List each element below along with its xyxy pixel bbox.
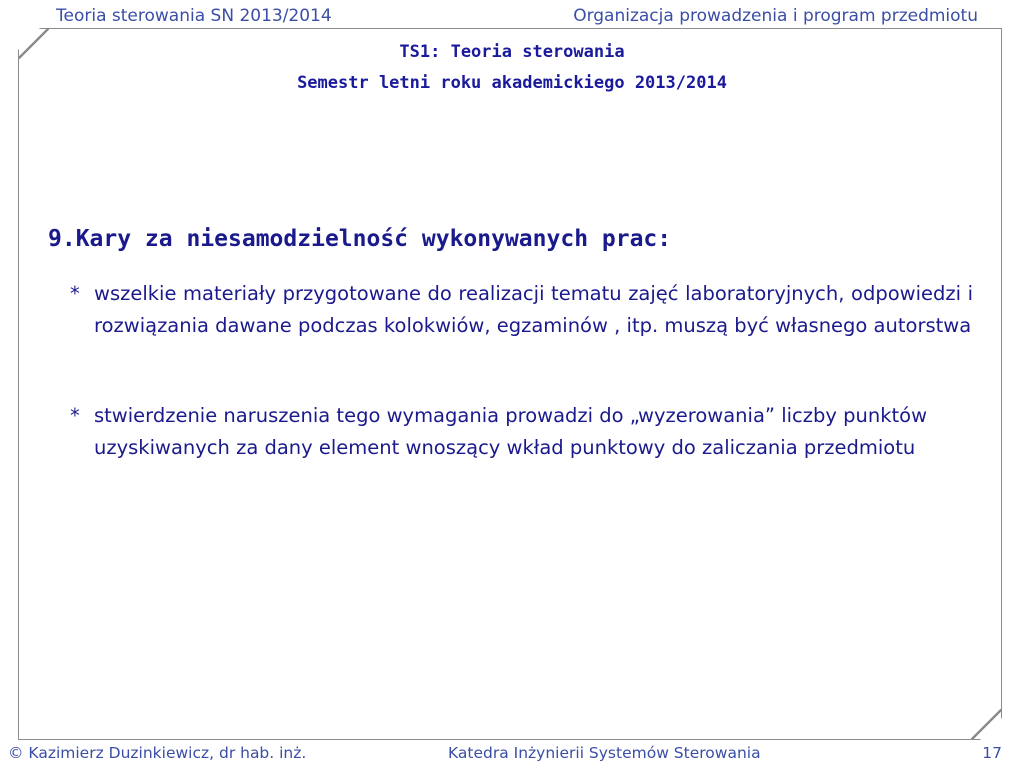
section-heading: 9.Kary za niesamodzielność wykonywanych prac:	[48, 226, 672, 252]
header-right-title: Organizacja prowadzenia i program przedmiotu	[573, 6, 978, 26]
slide-title-course: TS1: Teoria sterowania	[399, 42, 625, 62]
footer-author: © Kazimierz Duzinkiewicz, dr hab. inż.	[8, 744, 307, 762]
bullet-marker: *	[70, 282, 80, 305]
bullet-text: wszelkie materiały przygotowane do realizacji tematu zajęć laboratoryjnych, odpowiedzi i rozwiązania dawane podczas kolokwiów, egzaminów , itp. muszą być własnego autorstwa	[94, 282, 973, 337]
bullet-item	[70, 278, 973, 341]
frame-corner-bottom-right	[971, 709, 1002, 740]
bullet-item	[70, 400, 973, 463]
bullet-text: stwierdzenie naruszenia tego wymagania prowadzi do „wyzerowania” liczby punktów uzyskiwanych za dany element wnoszący wkład punktowy do zaliczania przedmiotu	[94, 404, 928, 459]
header-left-title: Teoria sterowania SN 2013/2014	[56, 6, 332, 26]
slide-frame	[18, 28, 1002, 740]
footer-department: Katedra Inżynierii Systemów Sterowania	[448, 744, 761, 762]
bullet-marker: *	[70, 404, 80, 427]
slide-title-semester: Semestr letni roku akademickiego 2013/2014	[297, 73, 727, 93]
footer-page-number: 17	[982, 744, 1002, 762]
